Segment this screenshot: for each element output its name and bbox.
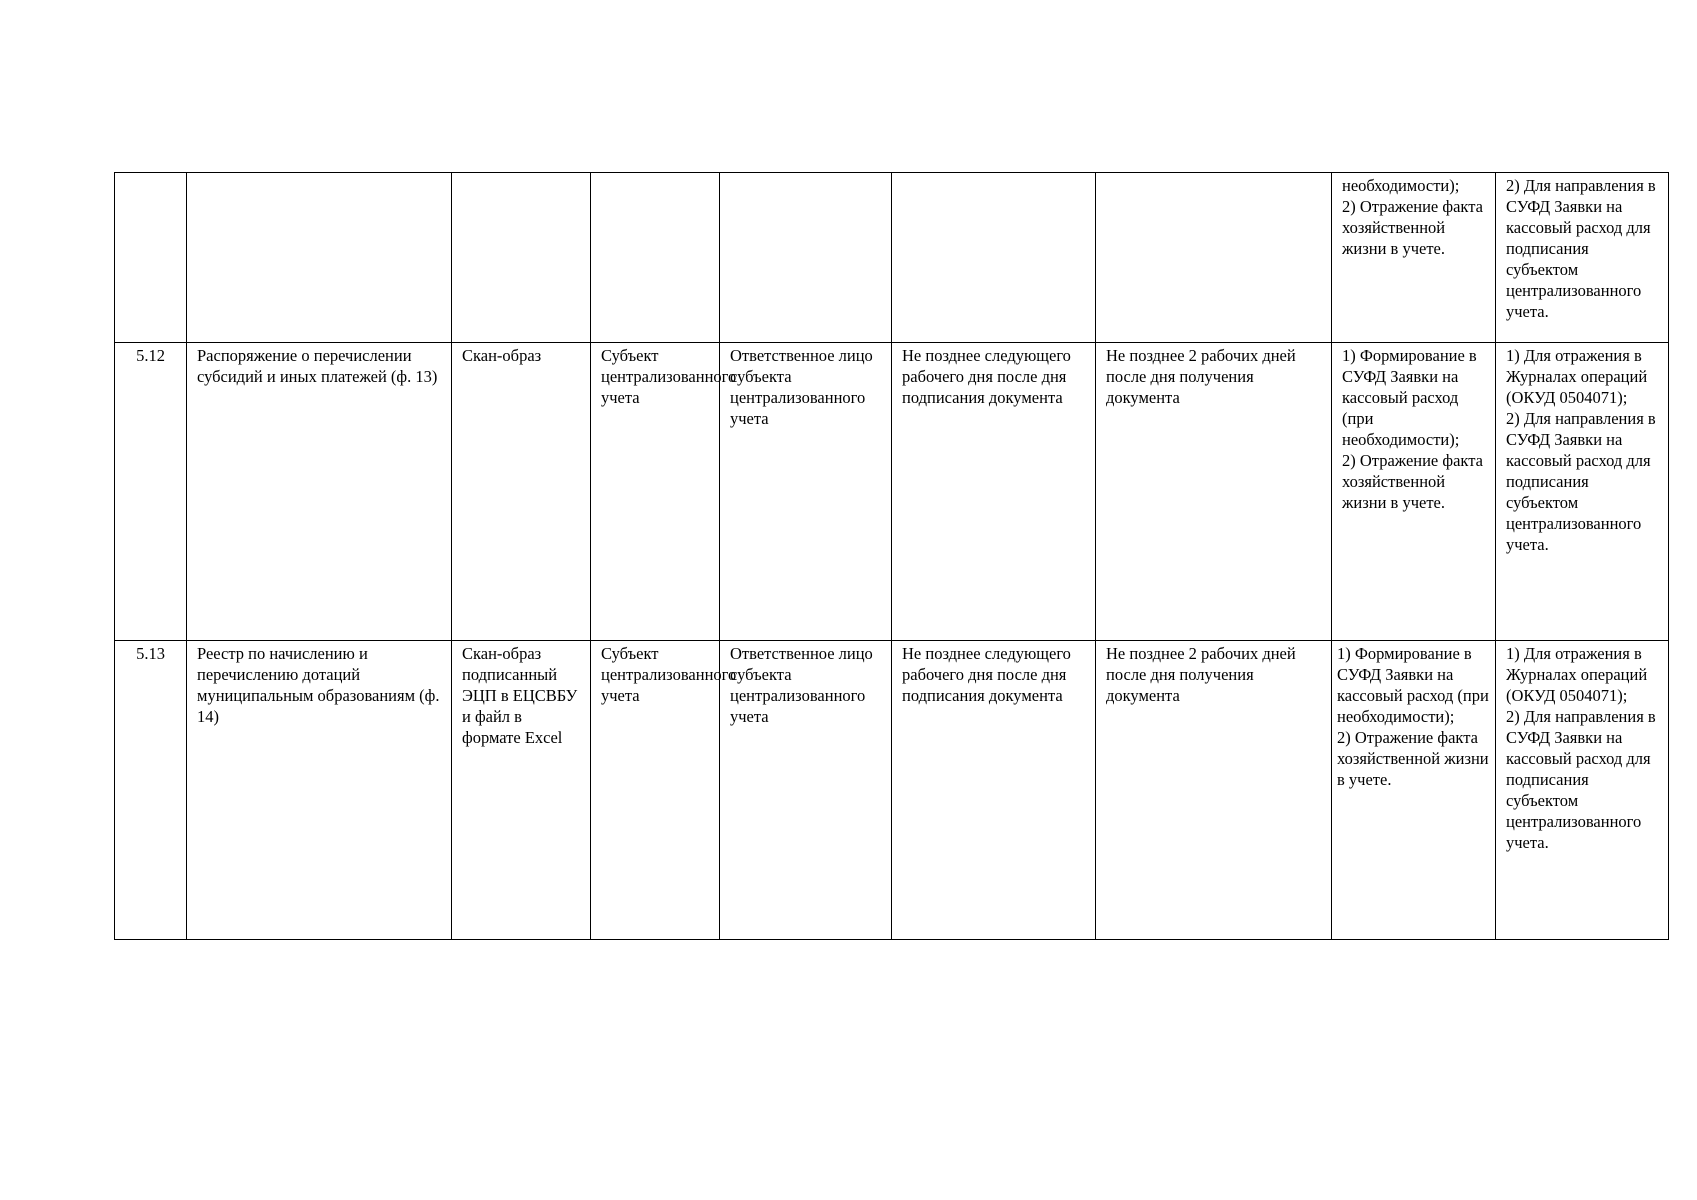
cell-processing-deadline: Не позднее 2 рабочих дней после дня получения документа [1096,641,1332,940]
cell-provider [591,173,720,343]
cell-action: 1) Формирование в СУФД Заявки на кассовый расход (при необходимости); 2) Отражение факта хозяйственной жизни в учете. [1332,641,1496,940]
cell-purpose: 1) Для отражения в Журналах операций (ОКУД 0504071); 2) Для направления в СУФД Заявки на кассовый расход для подписания субъектом централизованного учета. [1496,641,1669,940]
document-table [114,172,1669,940]
cell-purpose: 1) Для отражения в Журналах операций (ОКУД 0504071); 2) Для направления в СУФД Заявки на кассовый расход для подписания субъектом централизованного учета. [1496,343,1669,641]
cell-submission-deadline [892,173,1096,343]
table-row [115,343,1669,641]
cell-responsible: Ответственное лицо субъекта централизованного учета [720,641,892,940]
cell-document: Распоряжение о перечислении субсидий и иных платежей (ф. 13) [187,343,452,641]
cell-format: Скан-образ подписанный ЭЦП в ЕЦСВБУ и файл в формате Excel [452,641,591,940]
cell-processing-deadline [1096,173,1332,343]
cell-format: Скан-образ [452,343,591,641]
cell-provider: Субъект централизованного учета [591,343,720,641]
cell-processing-deadline: Не позднее 2 рабочих дней после дня получения документа [1096,343,1332,641]
table-row-continuation [115,173,1669,343]
cell-submission-deadline: Не позднее следующего рабочего дня после дня подписания документа [892,343,1096,641]
table-row [115,641,1669,940]
cell-responsible: Ответственное лицо субъекта централизованного учета [720,343,892,641]
cell-format [452,173,591,343]
cell-number [115,173,187,343]
cell-action: необходимости); 2) Отражение факта хозяйственной жизни в учете. [1332,173,1496,343]
cell-document: Реестр по начислению и перечислению дотаций муниципальным образованиям (ф. 14) [187,641,452,940]
cell-responsible [720,173,892,343]
cell-action: 1) Формирование в СУФД Заявки на кассовый расход (при необходимости); 2) Отражение факта хозяйственной жизни в учете. [1332,343,1496,641]
cell-purpose: 2) Для направления в СУФД Заявки на кассовый расход для подписания субъектом централизованного учета. [1496,173,1669,343]
cell-submission-deadline: Не позднее следующего рабочего дня после дня подписания документа [892,641,1096,940]
cell-number: 5.12 [115,343,187,641]
cell-document [187,173,452,343]
cell-number: 5.13 [115,641,187,940]
cell-provider: Субъект централизованного учета [591,641,720,940]
